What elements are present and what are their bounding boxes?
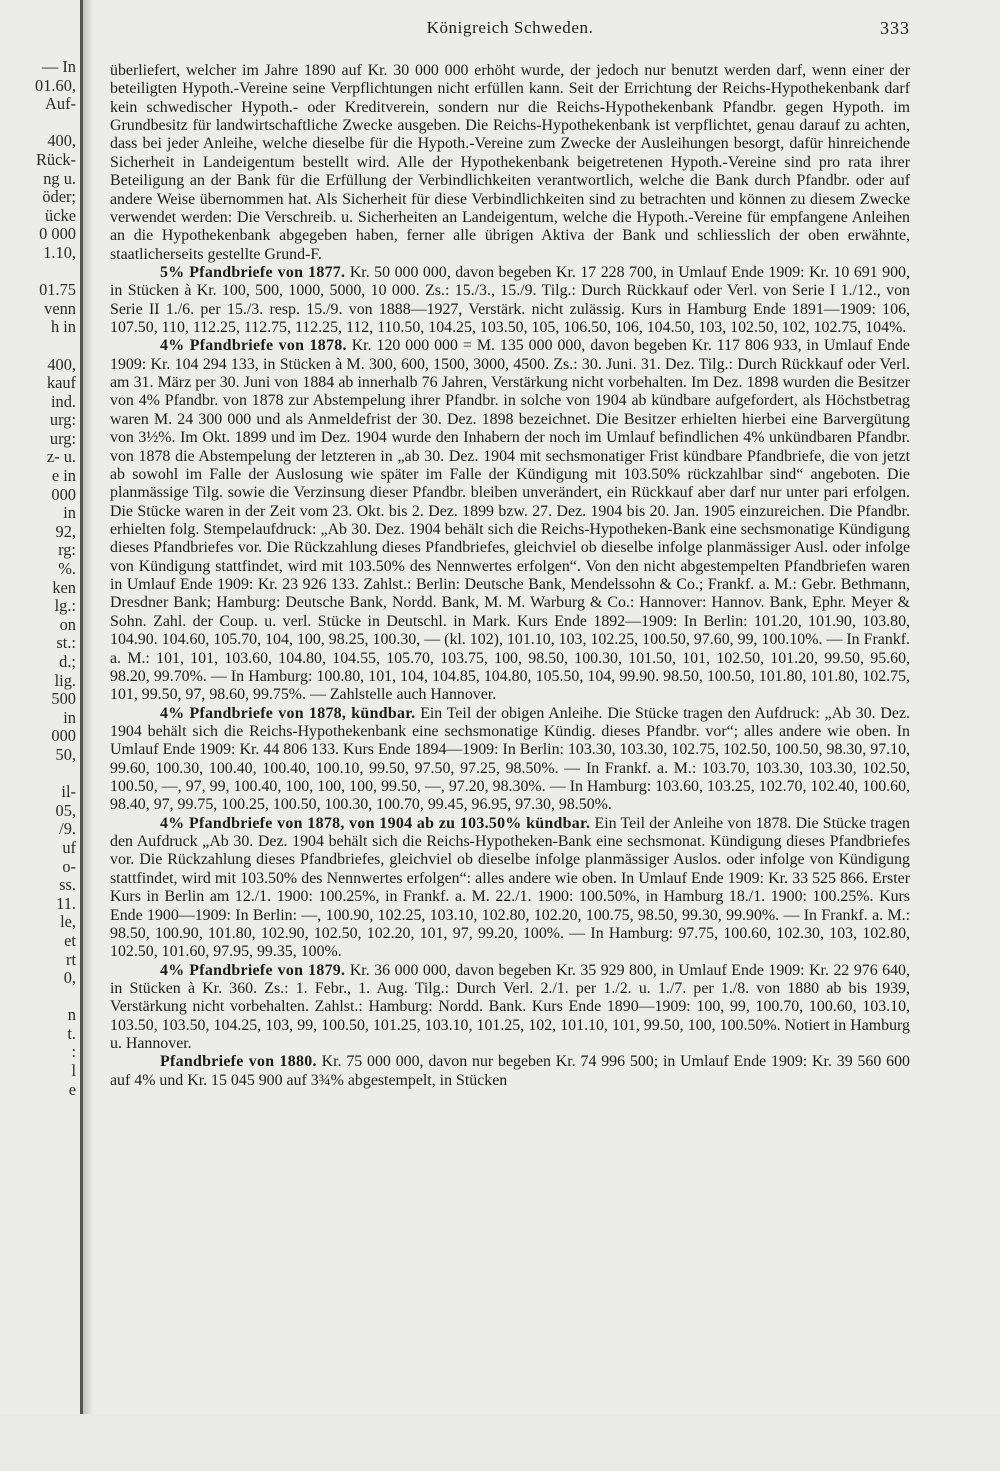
gutter-fragment: in [63, 707, 76, 727]
paragraph-heading: 4% Pfandbriefe von 1878, kündbar. [160, 704, 416, 722]
gutter-fragment: o- [62, 856, 76, 876]
paragraph-4 [110, 815, 910, 962]
gutter-fragment: 11. [56, 893, 76, 913]
gutter-fragment: z- u. [46, 447, 76, 467]
gutter-fragment [0, 1192, 76, 1211]
gutter-fragment: 500 [51, 689, 76, 709]
paragraph-text: Kr. 75 000 000, davon nur begeben Kr. 74 996 500; in Umlauf Ende 1909: Kr. 39 560 600 auf 4% und Kr. 15 045 900 auf 3¾% abgestempelt, in Stücken [110, 1053, 910, 1089]
gutter-fragment [0, 1099, 76, 1118]
gutter-fragment: et [64, 930, 76, 950]
paragraph-text: überliefert, welcher im Jahre 1890 auf Kr. 30 000 000 erhöht wurde, der jedoch nur benutzt werden darf, wenn einer der beteiligten Hypoth.-Vereine seine Verpflichtungen nicht erfüllen kann. Seit der Errichtung der Reichs-Hypothekenbank darf kein schwedischer Hypoth.- oder Kreditverein, sondern nur die Reichs-Hypothekenbank Pfandbr. gegen Hypoth. im Grundbesitz für landwirtschaftliche Zwecke ausgeben. Die Reichs-Hypothekenbank ist verpflichtet, genau darauf zu achten, dass bei jeder Anleihe, welche dieselbe für die Hypoth.-Vereine zum Zwecke der Ausleihungen besorgt, dafür hinreichende Sicherheit in Landeigentum bestellt wird. Alle der Hypothekenbank beigetretenen Hypoth.-Vereine sind pro rata ihrer Beteiligung an der Bank für die Erfüllung der Verbindlichkeiten verantwortlich, welche die Bank durch Pfandbr. oder auf andere Weise übernommen hat. Als Sicherheit für diese Verbindlichkeiten sind zu betrachten und können zu diesem Zwecke verwendet werden: Die Verschreib. u. Sicherheiten an Landeigentum, welche die Hypoth.-Vereine für empfangene Anleihen an die Hypothekenbank abgegeben haben, ferner alle übrigen Aktiva der Bank und schliesslich der oben erwähnte, staatlicherseits gestellte Grund-F. [110, 62, 910, 263]
gutter-fragment [0, 1434, 76, 1453]
gutter-fragment: 01.60, [35, 75, 76, 95]
gutter-fragment: 0, [63, 968, 76, 988]
gutter-fragment: Auf- [45, 94, 76, 114]
gutter-fragment [0, 1322, 76, 1341]
paragraph-text: Ein Teil der obigen Anleihe. Die Stücke tragen den Aufdruck: „Ab 30. Dez. 1904 behält sich die Reichs-Hypothekenbank eine sechsmonatige Kündig. dieses Pfandbr. vor“; alles andere wie oben. In Umlauf Ende 1909: Kr. 44 806 133. Kurs Ende 1894—1909: In Berlin: 103.30, 103.30, 102.75, 102.50, 100.50, 98.30, 97.10, 99.60, 100.30, 100.40, 100.40, 100.10, 99.50, 97.50, 97.25, 98.50%. — In Frankf. a. M.: 103.70, 103.30, 103.30, 102.50, 100.50, —, 97, 99, 100.40, 100, 100, 100, 99.50, —, 97.20, 98.30%. — In Hamburg: 103.60, 103.25, 102.70, 102.40, 100.60, 98.40, 97, 99.75, 100.25, 100.50, 100.30, 100.70, 99.45, 96.95, 97.30, 98.50%. [110, 704, 910, 814]
gutter-fragment: ken [52, 577, 76, 597]
gutter-fragment [0, 1378, 76, 1397]
gutter-fragment: lig. [54, 670, 76, 690]
gutter-fragment: 0 000 [39, 224, 76, 244]
gutter-fragment: 400, [47, 354, 76, 374]
gutter-fragment [0, 1285, 76, 1304]
paragraph-text: Kr. 36 000 000, davon begeben Kr. 35 929 800, in Umlauf Ende 1909: Kr. 22 976 640, in Stücken à Kr. 360. Zs.: 1. Febr., 1. Aug. Tilg.: Durch Verl. 2./1. per 1./2. u. 1./7. per 1./8. von 1880 ab bis 1939, Verstärkung nicht vorbehalten. Zahlst.: Hamburg: Nordd. Bank. Kurs Ende 1890—1909: 100, 99, 100.70, 100.60, 103.10, 103.50, 103.50, 104.25, 103, 99, 100.50, 101.25, 103.10, 101.25, 102, 101.10, 101, 99.50, 100, 100.50%. Notiert in Hamburg u. Hannover. [110, 961, 910, 1053]
gutter-fragment [0, 1415, 76, 1434]
gutter-fragment [0, 1341, 76, 1360]
body-text [110, 62, 910, 1090]
gutter-fragment: ücke [45, 205, 76, 225]
gutter-fragment [0, 1248, 76, 1267]
gutter-fragment: il- [61, 782, 76, 802]
gutter-fragment: rg: [58, 540, 76, 560]
gutter-fragment: 50, [55, 744, 76, 764]
gutter-fragment: 400, [47, 131, 76, 151]
paragraph-6 [110, 1053, 910, 1090]
gutter-fragment [0, 1136, 76, 1155]
gutter-fragment: kauf [46, 373, 76, 393]
binding-shadow [83, 0, 93, 1414]
gutter-fragment [0, 1360, 76, 1379]
running-header [110, 18, 910, 42]
gutter-fragment: e in [51, 466, 76, 486]
gutter-fragment: : [71, 1042, 76, 1062]
gutter-fragment: 01.75 [39, 280, 76, 300]
gutter-fragment [0, 1229, 76, 1248]
gutter-fragment: 1.10, [43, 242, 76, 262]
gutter-fragment: /9. [59, 819, 76, 839]
gutter-fragment [0, 263, 76, 282]
gutter-fragment: d.; [59, 652, 76, 671]
gutter-fragment: öder; [42, 187, 76, 207]
paragraph-heading: 4% Pfandbriefe von 1879. [160, 961, 346, 979]
gutter-fragment [0, 337, 76, 356]
adjacent-page-gutter [0, 58, 76, 1471]
gutter-fragment: l [71, 1061, 76, 1081]
paragraph-text: Kr. 120 000 000 = M. 135 000 000, davon begeben Kr. 117 806 933, in Umlauf Ende 1909: Kr. 104 294 133, in Stücken à M. 300, 600, 1500, 3000, 4500. Zs.: 30. Juni. 31. Dez. Tilg.: Durch Rückkauf oder Verl. am 31. März per 30. Juni von 1884 ab innerhalb 76 Jahren, Verstärkung nicht vorbehalten. Im Dez. 1898 wurden die Besitzer von 4% Pfandbr. von 1878 zur Abstempelung ihrer Pfandbr. in solche von 1904 ab kündbare aufgefordert, als Höchstbetrag waren M. 24 300 000 und als Anmeldefrist der 30. Dez. 1898 bezeichnet. Die Besitzer erhielten hierbei eine Barvergütung von 3½%. Im Okt. 1899 und im Dez. 1904 wurde den Inhabern der noch im Umlauf befindlichen 4% unkündbaren Pfandbr. von 1878 die Abstempelung der letzteren in „ab 30. Dez. 1904 mit sechsmonatiger Frist kündbare Pfandbriefe, die von jetzt ab sowohl im Falle der Auslosung wie später im Falle der Kündigung mit 103.50% rückzahlbar sind“ angeboten. Die planmässige Tilg. sowie die Verzinsung dieser Pfandbr. bleiben unverändert, ein Rückkauf aber darf nur unter pari erfolgen. Die Stücke waren in der Zeit vom 23. Okt. bis 2. Dez. 1899 bzw. 27. Dez. 1904 bis 20. Jan. 1905 einzureichen. Die Pfandbr. erhielten folg. Stempelaufdruck: „Ab 30. Dez. 1904 behält sich die Reichs-Hypotheken-Bank eine sechsmonatige Kündigung dieses Pfandbriefes vor. Die Rückzahlung dieses Pfandbriefes, gleichviel ob dieselbe infolge planmässiger Ausl. oder infolge von Kündigung stattfindet, wird mit 103.50% des Nennwertes erfolgen“. Von den nicht abgestempelten Pfandbriefen waren in Umlauf Ende 1909: Kr. 23 926 133. Zahlst.: Berlin: Deutsche Bank, Mendelssohn & Co.; Frankf. a. M.: Gebr. Bethmann, Dresdner Bank; Hamburg: Deutsche Bank, Nordd. Bank, M. M. Warburg & Co.: Hannover: Hannov. Bank, Ephr. Meyer & Sohn. Zahl. der Coup. u. verl. Stücke in Deutschl. in Mark. Kurs Ende 1892—1909: In Berlin: 101.20, 101.90, 103.80, 104.90. 104.60, 105.70, 104, 100, 98.25, 100.30, — (kl. 102), 101.10, 103, 102.25, 100.50, 97.60, 99, 100.10%. — In Frankf. a. M.: 101, 101, 103.60, 104.80, 104.55, 105.70, 103.75, 100, 98.50, 100.30, 101.50, 101, 102.50, 101.20, 99.50, 95.60, 98.20, 99.70%. — In Hamburg: 100.80, 101, 104, 104.85, 104.80, 105.50, 104, 99.90. 98.50, 100.50, 101.80, 101.80, 102.75, 101, 99.50, 97, 98.60, 99.75%. — Zahlstelle auch Hannover. [110, 337, 910, 704]
gutter-fragment: st.: [56, 633, 76, 653]
page-number: 333 [880, 18, 910, 38]
gutter-fragment: lg.: [54, 596, 76, 616]
gutter-fragment: urg: [49, 410, 76, 430]
gutter-fragment [0, 1211, 76, 1230]
paragraph-1 [110, 264, 910, 337]
gutter-fragment [0, 1453, 76, 1471]
gutter-fragment: le, [60, 912, 76, 932]
gutter-fragment [0, 1174, 76, 1193]
paragraph-2 [110, 337, 910, 704]
gutter-fragment: 000 [51, 484, 76, 504]
gutter-fragment [0, 1155, 76, 1174]
paragraph-heading: 4% Pfandbriefe von 1878. [160, 337, 347, 355]
gutter-fragment [0, 988, 76, 1007]
gutter-fragment: n [67, 1005, 76, 1025]
paragraph-heading: 4% Pfandbriefe von 1878, von 1904 ab zu 103.50% kündbar. [160, 814, 591, 832]
gutter-fragment: on [59, 614, 76, 634]
gutter-fragment [0, 1267, 76, 1286]
paragraph-text: Ein Teil der Anleihe von 1878. Die Stücke tragen den Aufdruck „Ab 30. Dez. 1904 behält sich die Reichs-Hypotheken-Bank eine sechsmonat. Kündigung dieses Pfandbriefes vor. Die Rückzahlung dieses Pfandbriefes, gleichviel ob dieselbe infolge planmässiger Auslos. oder infolge von Kündigung stattfindet, wird mit 103.50% des Nennwertes erfolgen“: alles andere wie oben. In Umlauf Ende 1909: Kr. 33 525 866. Erster Kurs in Berlin am 12./1. 1900: 100.25%, in Frankf. a. M. 22./1. 1900: 100.50%, in Hamburg 18./1. 1900: 100.25%. Kurs Ende 1900—1909: In Berlin: —, 100.90, 102.25, 103.10, 102.80, 102.20, 100.75, 98.50, 99.30, 99.90%. — In Frankf. a. M.: 98.50, 100.90, 101.80, 102.90, 102.50, 102.20, 101, 97, 99.20, 100%. — In Hamburg: 97.75, 100.60, 102.30, 103, 102.80, 102.50, 101.60, 97.95, 99.35, 100%. [110, 814, 910, 961]
gutter-fragment: ss. [59, 875, 76, 895]
gutter-fragment: e [68, 1079, 76, 1099]
gutter-fragment: h in [50, 317, 76, 337]
gutter-fragment: in [63, 503, 76, 523]
gutter-fragment: Rück- [35, 149, 76, 169]
gutter-fragment: ind. [50, 391, 76, 411]
gutter-fragment: uf [62, 837, 76, 857]
gutter-fragment: 92, [55, 521, 76, 541]
gutter-fragment [0, 765, 76, 784]
paragraph-3 [110, 705, 910, 815]
paragraph-0 [110, 62, 910, 264]
paragraph-5 [110, 962, 910, 1054]
gutter-fragment [0, 114, 76, 133]
gutter-fragment: urg: [49, 428, 76, 448]
gutter-fragment [0, 1397, 76, 1416]
gutter-fragment: — In [41, 58, 76, 76]
gutter-fragment: rt [65, 949, 76, 969]
gutter-fragment: t. [67, 1023, 76, 1043]
gutter-fragment: 05, [55, 800, 76, 820]
paragraph-heading: 5% Pfandbriefe von 1877. [160, 263, 346, 281]
gutter-fragment [0, 1118, 76, 1137]
paragraph-heading: Pfandbriefe von 1880. [160, 1053, 317, 1071]
gutter-fragment: ng u. [43, 168, 76, 188]
paragraph-text: Kr. 50 000 000, davon begeben Kr. 17 228 700, in Umlauf Ende 1909: Kr. 10 691 900, in Stücken à Kr. 100, 500, 1000, 5000, 10 000. Zs.: 15./3., 15./9. Tilg.: Durch Rückkauf oder Verl. von Serie I 1./12., von Serie II 1./6. per 15./3. resp. 15./9. von 1888—1927, Verstärk. nicht zulässig. Kurs in Hamburg Ende 1891—1909: 106, 107.50, 110, 112.25, 112.75, 112.25, 112, 110.50, 104.25, 103.50, 105, 106.50, 106, 104.50, 103, 102.50, 102, 102.75, 104%. [110, 263, 910, 337]
gutter-fragment: venn [44, 298, 76, 318]
gutter-fragment: 000 [51, 726, 76, 746]
page-title: Königreich Schweden. [426, 18, 594, 37]
gutter-fragment: %. [58, 559, 76, 579]
gutter-fragment [0, 1304, 76, 1323]
